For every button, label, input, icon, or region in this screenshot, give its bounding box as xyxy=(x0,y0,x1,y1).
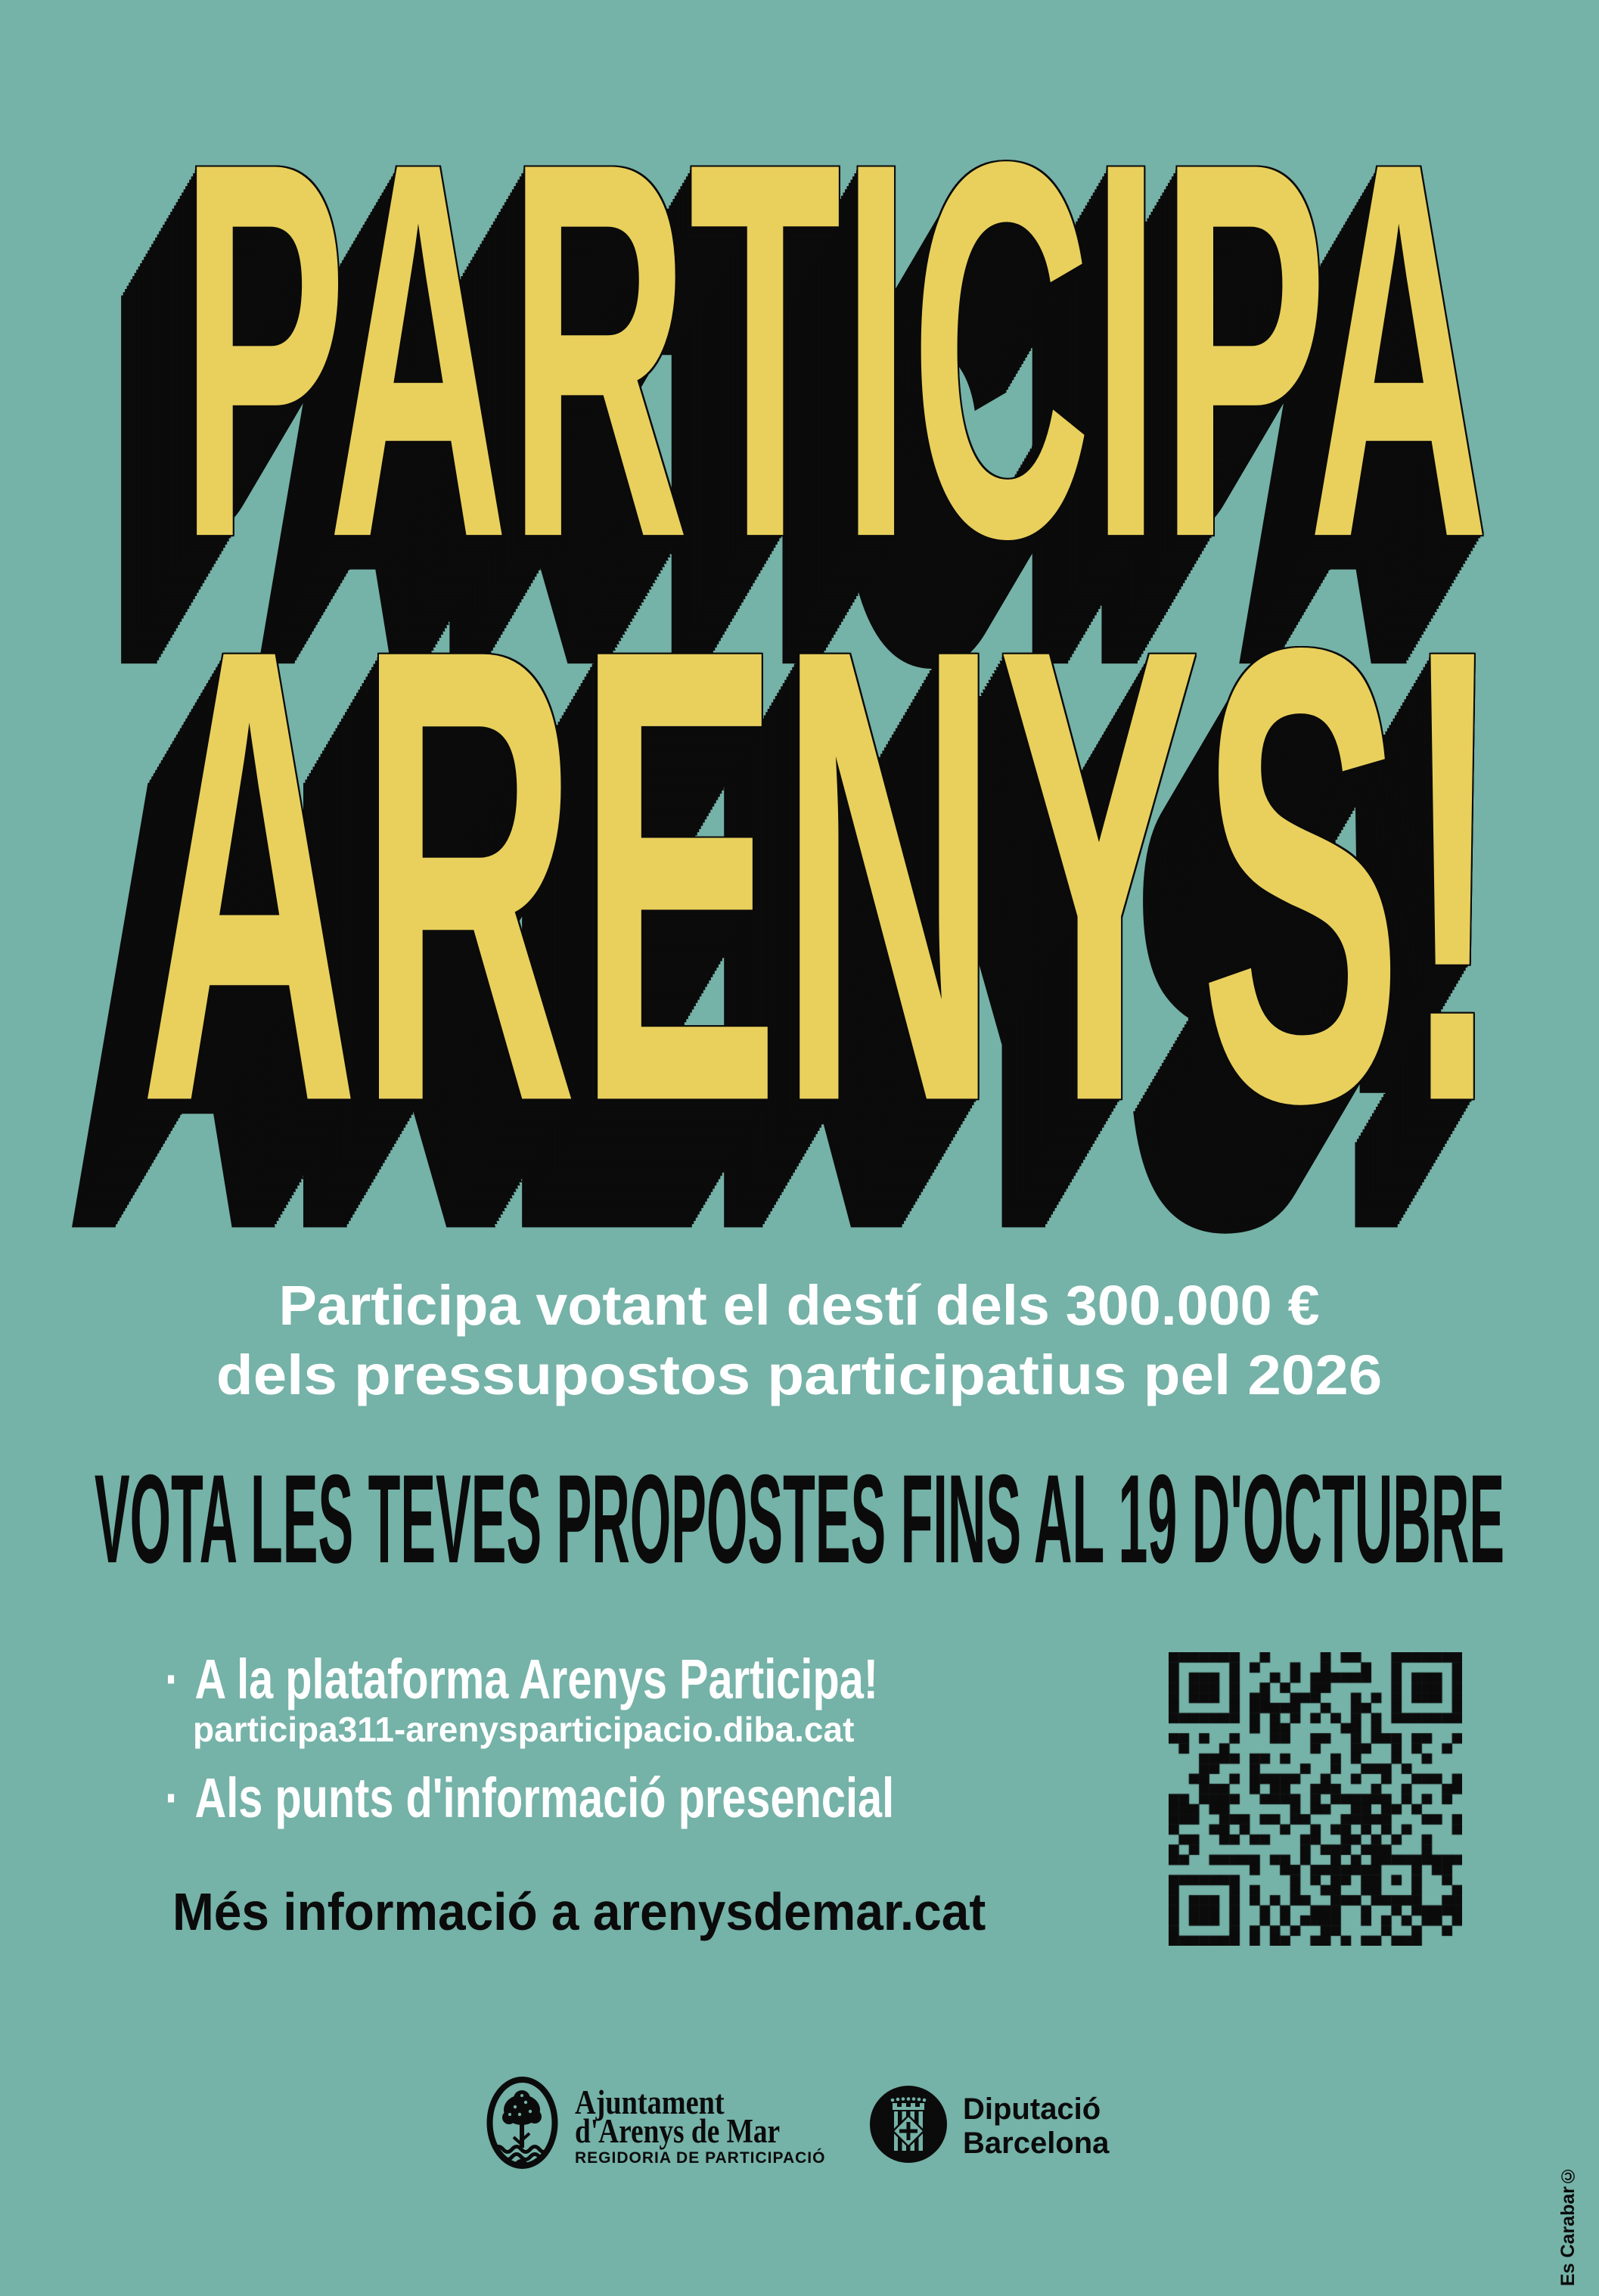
vote-deadline-text: VOTA LES TEVES PROPOSTES FINS AL 19 D'OCTUBRE xyxy=(94,1448,1505,1589)
platform-url: participa311-arenysparticipacio.diba.cat xyxy=(193,1710,855,1749)
subtitle-paragraph xyxy=(0,1271,1599,1410)
diputacio-line-1: Diputació xyxy=(963,2092,1101,2126)
bullet-platform-label: A la plataforma Arenys Participa! xyxy=(194,1648,879,1710)
ajuntament-line-1: Ajuntament xyxy=(575,2083,725,2121)
title-line-2 xyxy=(140,517,1504,1238)
title-arenys-text: ARENYS! xyxy=(140,517,1504,1238)
subtitle-line-2: dels pressupostos participatius pel 2026 xyxy=(216,1344,1383,1406)
ajuntament-line-2: d'Arenys de Mar xyxy=(575,2112,781,2150)
qr-code xyxy=(1169,1652,1462,1946)
bullet-dot-icon: · xyxy=(165,1766,180,1829)
design-credit: Es Carabar© xyxy=(1557,2165,1579,2287)
title-line-1 xyxy=(161,53,1507,650)
subtitle-line-1: Participa votant el destí dels 300.000 € xyxy=(278,1274,1321,1337)
diputacio-barcelona-crest-icon xyxy=(870,2086,947,2163)
more-info-line: Més informació a arenysdemar.cat xyxy=(172,1882,986,1941)
ajuntament-department-line: REGIDORIA DE PARTICIPACIÓ xyxy=(575,2149,826,2167)
diputacio-line-2: Barcelona xyxy=(963,2127,1110,2160)
bullet-platform xyxy=(165,1648,879,1710)
bullet-info-points xyxy=(165,1766,895,1829)
bullet-info-points-label: Als punts d'informació presencial xyxy=(194,1766,895,1829)
vote-deadline-headline xyxy=(0,1448,1599,1589)
title-participa-text: PARTICIPA xyxy=(179,53,1489,650)
bullet-dot-icon: · xyxy=(165,1648,180,1710)
arenys-de-mar-seal-icon xyxy=(486,2077,558,2169)
